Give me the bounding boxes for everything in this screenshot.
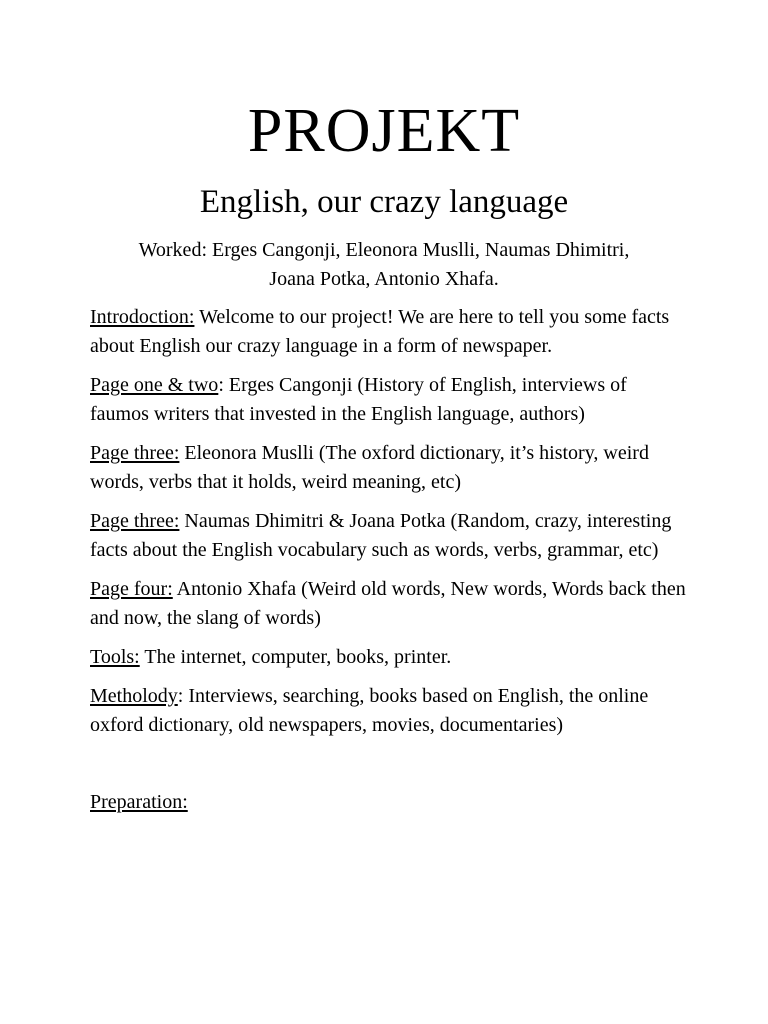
preparation-label: Preparation: [90,791,188,813]
document-body [90,303,690,827]
spacer [90,750,690,788]
page-one-two-text: : Erges Cangonji (History of English, interviews of faumos writers that invested in the English language, authors) [90,374,627,425]
preparation-paragraph [90,788,690,817]
authors-block [90,236,678,294]
authors-line-1: Worked: Erges Cangonji, Eleonora Muslli, Naumas Dhimitri, [138,239,630,261]
page-one-two-paragraph [90,371,690,429]
page-three-b-paragraph [90,507,690,565]
tools-paragraph [90,643,690,672]
intro-text: Welcome to our project! We are here to tell you some facts about English our crazy language in a form of newspaper. [90,306,670,357]
intro-label: Introdoction: [90,306,195,328]
page-title: PROJEKT [247,97,521,165]
intro-paragraph [90,303,690,361]
page-three-a-label: Page three: [90,442,180,464]
page-three-b-text: Naumas Dhimitri & Joana Potka (Random, crazy, interesting facts about the English vocabulary such as words, verbs, grammar, etc) [90,510,672,561]
page-subtitle: English, our crazy language [199,184,569,220]
page-one-two-label: Page one & two [90,374,219,396]
page-four-label: Page four: [90,578,173,600]
page-three-a-paragraph [90,439,690,497]
page-four-text: Antonio Xhafa (Weird old words, New words, Words back then and now, the slang of words) [90,578,686,629]
authors-line-2: Joana Potka, Antonio Xhafa. [269,268,499,290]
page-three-b-label: Page three: [90,510,180,532]
methodology-text: : Interviews, searching, books based on English, the online oxford dictionary, old newspapers, movies, documentaries) [90,685,649,736]
page-three-a-text: Eleonora Muslli (The oxford dictionary, it’s history, weird words, verbs that it holds, weird meaning, etc) [90,442,649,493]
tools-label: Tools: [90,646,140,668]
tools-text: The internet, computer, books, printer. [139,646,452,668]
methodology-label: Metholody [90,685,178,707]
methodology-paragraph [90,682,690,740]
page-four-paragraph [90,575,690,633]
